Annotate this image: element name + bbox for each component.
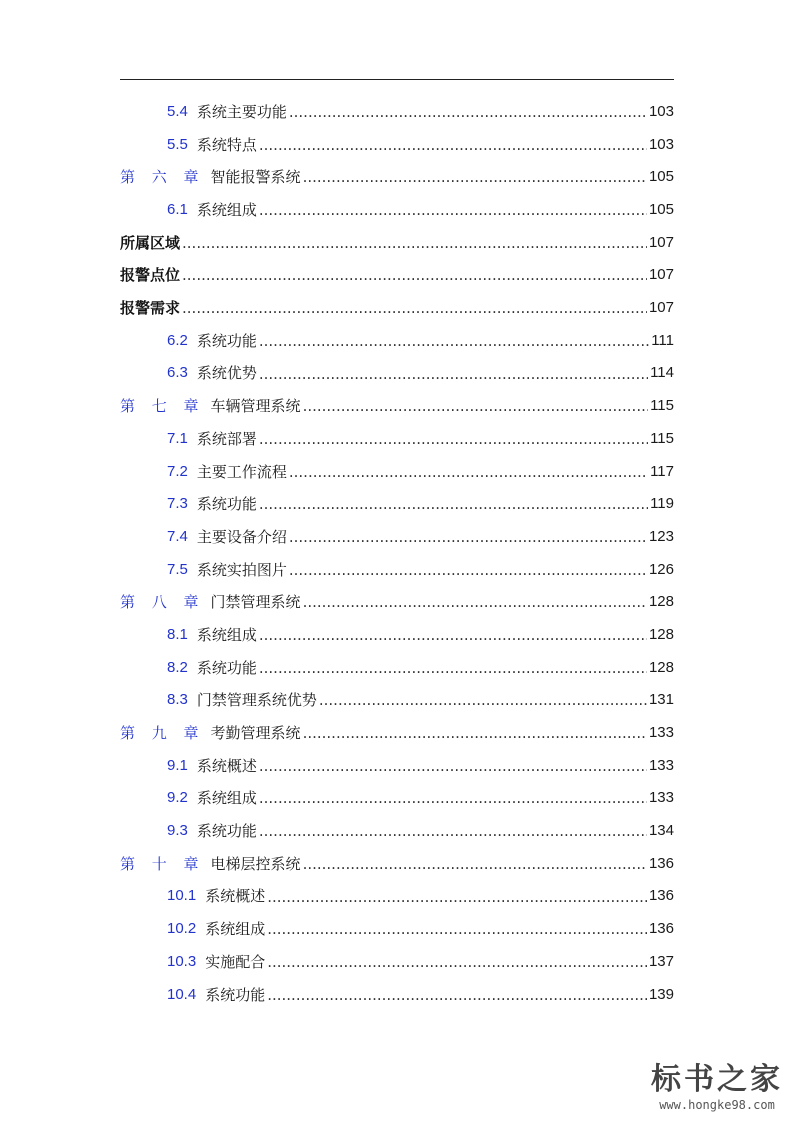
toc-entry[interactable]: [120, 619, 674, 652]
toc-entry-title: 系统概述: [196, 756, 257, 775]
toc-leader-dots: [303, 848, 647, 881]
toc-leader-dots: [259, 129, 647, 162]
toc-leader-dots: [182, 259, 647, 292]
toc-entry[interactable]: [120, 423, 674, 456]
toc-entry-number: 10.3: [167, 952, 197, 970]
toc-entry-page: 136: [648, 854, 674, 872]
toc-entry-page: 126: [648, 560, 674, 578]
toc-entry-page: 107: [648, 266, 674, 284]
toc-chapter-entry[interactable]: [120, 390, 674, 423]
toc-chapter-number: 第 十 章: [120, 854, 205, 873]
toc-entry-number: 5.5: [167, 135, 188, 153]
toc-entry-title: 系统功能: [205, 985, 266, 1004]
toc-leader-dots: [289, 554, 647, 587]
toc-entry-title: 主要工作流程: [196, 462, 287, 481]
toc-entry-title: 系统优势: [196, 364, 257, 383]
toc-entry[interactable]: [120, 652, 674, 685]
toc-entry[interactable]: [120, 358, 674, 391]
toc-entry[interactable]: [120, 521, 674, 554]
toc-entry[interactable]: [120, 96, 674, 129]
toc-entry[interactable]: [120, 554, 674, 587]
toc-entry-page: 133: [648, 789, 674, 807]
toc-entry-title: 系统部署: [196, 429, 257, 448]
toc-entry-page: 136: [648, 887, 674, 905]
toc-chapter-entry[interactable]: [120, 848, 674, 881]
toc-entry[interactable]: [120, 325, 674, 358]
toc-entry-page: 115: [650, 397, 674, 415]
toc-entry-page: 136: [648, 920, 674, 938]
toc-entry[interactable]: [120, 488, 674, 521]
toc-leader-dots: [259, 194, 647, 227]
toc-entry-number: 7.4: [167, 527, 188, 545]
toc-entry-page: 103: [648, 102, 674, 120]
toc-entry-number: 6.2: [167, 331, 188, 349]
toc-entry-number: 7.3: [167, 495, 188, 513]
toc-entry[interactable]: [120, 684, 674, 717]
toc-entry-page: 117: [650, 462, 674, 480]
toc-entry-number: 6.3: [167, 364, 188, 382]
toc-chapter-number: 第 九 章: [120, 724, 205, 743]
toc-entry[interactable]: [120, 456, 674, 489]
toc-leader-dots: [182, 292, 647, 325]
toc-entry-number: 7.1: [167, 429, 188, 447]
toc-entry-title: 系统功能: [196, 495, 257, 514]
toc-leader-dots: [259, 423, 648, 456]
toc-leader-dots: [267, 913, 647, 946]
toc-entry-title: 系统组成: [205, 920, 266, 939]
toc-entry-page: 107: [648, 299, 674, 317]
toc-entry-page: 119: [650, 495, 674, 513]
watermark-logo-text: 标书之家: [651, 1062, 783, 1097]
toc-entry-title: 系统组成: [196, 625, 257, 644]
toc-leader-dots: [259, 488, 648, 521]
toc-entry-page: 134: [648, 822, 674, 840]
toc-leader-dots: [259, 750, 647, 783]
toc-plain-entry[interactable]: [120, 259, 674, 292]
toc-leader-dots: [303, 161, 647, 194]
toc-entry-page: 128: [648, 625, 674, 643]
toc-entry-title: 报警需求: [120, 299, 181, 318]
toc-entry-page: 115: [650, 429, 674, 447]
toc-entry-page: 128: [648, 658, 674, 676]
toc-entry-page: 133: [648, 756, 674, 774]
toc-chapter-entry[interactable]: [120, 161, 674, 194]
table-of-contents: [120, 96, 674, 1011]
toc-entry-number: 7.5: [167, 560, 188, 578]
toc-entry-title: 考勤管理系统: [210, 724, 301, 743]
toc-entry-page: 137: [648, 952, 674, 970]
toc-leader-dots: [289, 456, 648, 489]
toc-entry-page: 123: [648, 527, 674, 545]
toc-entry-number: 10.1: [167, 887, 197, 905]
toc-entry-page: 131: [648, 691, 674, 709]
toc-entry-number: 6.1: [167, 201, 188, 219]
toc-entry[interactable]: [120, 194, 674, 227]
toc-entry-title: 系统功能: [196, 331, 257, 350]
toc-leader-dots: [319, 684, 647, 717]
watermark: [651, 1054, 783, 1112]
toc-chapter-entry[interactable]: [120, 586, 674, 619]
toc-leader-dots: [259, 815, 647, 848]
toc-entry-number: 8.2: [167, 658, 188, 676]
toc-entry-page: 128: [648, 593, 674, 611]
toc-leader-dots: [259, 652, 647, 685]
toc-leader-dots: [259, 782, 647, 815]
toc-entry[interactable]: [120, 979, 674, 1012]
toc-entry-title: 实施配合: [205, 952, 266, 971]
toc-entry[interactable]: [120, 946, 674, 979]
toc-entry-title: 系统组成: [196, 201, 257, 220]
toc-entry-title: 系统概述: [205, 887, 266, 906]
toc-entry-title: 门禁管理系统: [210, 593, 301, 612]
toc-entry-page: 105: [648, 168, 674, 186]
toc-entry-page: 103: [648, 135, 674, 153]
toc-entry-number: 5.4: [167, 102, 188, 120]
toc-entry-page: 139: [648, 985, 674, 1003]
toc-chapter-number: 第 六 章: [120, 168, 205, 187]
toc-leader-dots: [303, 586, 647, 619]
toc-leader-dots: [289, 521, 647, 554]
toc-leader-dots: [267, 946, 647, 979]
toc-leader-dots: [303, 390, 649, 423]
toc-leader-dots: [303, 717, 647, 750]
toc-entry-title: 智能报警系统: [210, 168, 301, 187]
toc-entry[interactable]: [120, 815, 674, 848]
toc-entry[interactable]: [120, 913, 674, 946]
toc-entry-number: 7.2: [167, 462, 188, 480]
toc-entry[interactable]: [120, 750, 674, 783]
toc-entry-title: 车辆管理系统: [210, 397, 301, 416]
toc-entry[interactable]: [120, 782, 674, 815]
toc-entry-title: 系统功能: [196, 658, 257, 677]
toc-entry-title: 报警点位: [120, 266, 181, 285]
toc-entry-number: 9.2: [167, 789, 188, 807]
toc-chapter-entry[interactable]: [120, 717, 674, 750]
toc-chapter-number: 第 八 章: [120, 593, 205, 612]
toc-leader-dots: [259, 325, 649, 358]
watermark-url: www.hongke98.com: [659, 1098, 775, 1112]
header-rule: [120, 79, 674, 80]
toc-entry-title: 系统功能: [196, 822, 257, 841]
toc-entry-number: 8.1: [167, 625, 188, 643]
toc-entry-page: 114: [650, 364, 674, 382]
toc-entry-title: 所属区域: [120, 233, 181, 252]
toc-plain-entry[interactable]: [120, 227, 674, 260]
toc-entry-page: 107: [648, 233, 674, 251]
toc-entry-number: 8.3: [167, 691, 188, 709]
toc-leader-dots: [267, 979, 647, 1012]
toc-entry-title: 电梯层控系统: [210, 854, 301, 873]
toc-leader-dots: [289, 96, 647, 129]
toc-entry-number: 10.4: [167, 985, 197, 1003]
toc-leader-dots: [182, 227, 647, 260]
toc-entry-title: 系统实拍图片: [196, 560, 287, 579]
toc-entry-number: 10.2: [167, 920, 197, 938]
toc-leader-dots: [259, 619, 647, 652]
toc-entry[interactable]: [120, 129, 674, 162]
toc-chapter-number: 第 七 章: [120, 397, 205, 416]
toc-entry-number: 9.1: [167, 756, 188, 774]
toc-leader-dots: [267, 881, 647, 914]
toc-entry-page: 111: [651, 331, 674, 349]
toc-entry[interactable]: [120, 881, 674, 914]
toc-entry-page: 105: [648, 201, 674, 219]
toc-entry-title: 主要设备介绍: [196, 527, 287, 546]
toc-plain-entry[interactable]: [120, 292, 674, 325]
toc-entry-title: 系统主要功能: [196, 102, 287, 121]
toc-entry-title: 门禁管理系统优势: [196, 691, 317, 710]
toc-entry-title: 系统特点: [196, 135, 257, 154]
toc-entry-page: 133: [648, 724, 674, 742]
toc-leader-dots: [259, 358, 648, 391]
toc-entry-title: 系统组成: [196, 789, 257, 808]
toc-entry-number: 9.3: [167, 822, 188, 840]
